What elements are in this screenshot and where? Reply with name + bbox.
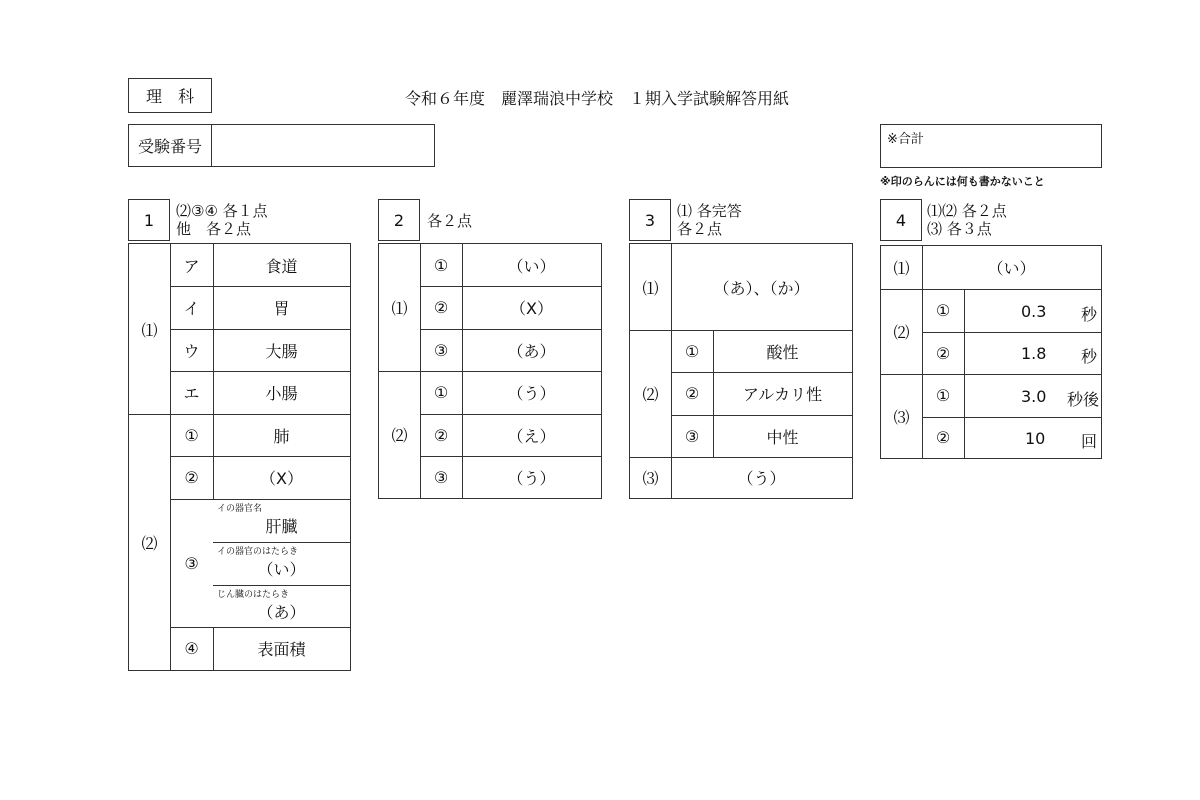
q2-p1-r3-answer[interactable]: （あ） [507,341,556,361]
q1-p1-key-e: エ [183,384,200,403]
q3-p2-label: ⑵ [642,385,659,404]
q2-p2-r2-answer[interactable]: （え） [507,426,556,446]
q3-p2-r2-answer[interactable]: アルカリ性 [742,385,823,404]
q3-p2-r1-key: ① [684,341,700,361]
q2-p1-r1-key: ① [433,255,449,275]
q2-p1-r1-answer[interactable]: （い） [507,256,556,276]
q2-p2-r2-key: ② [433,425,449,445]
q3-table [629,243,853,499]
q1-points [176,202,268,238]
q1-p2-r3-b-caption: イの器官のはたらき [217,547,299,557]
page-title: 令和６年度 麗澤瑞浪中学校 １期入学試験解答用紙 [405,89,790,108]
q4-p2-r1-unit: 秒 [1081,305,1098,324]
q4-p3-label: ⑶ [893,407,910,427]
q1-p2-r3-b-answer[interactable]: （い） [257,559,306,579]
total-label: ※合計 [887,132,924,147]
q1-p2-label: ⑵ [141,533,158,553]
q4-points-line2: ⑶ 各３点 [927,220,992,238]
q4-points-line1: ⑴⑵ 各２点 [927,202,1007,220]
q3-p1-label: ⑴ [642,278,659,298]
q1-p2-r3-a-answer[interactable]: 肝臓 [265,516,298,536]
exam-number-field[interactable] [212,125,434,166]
q4-p1-answer[interactable]: （い） [987,259,1036,278]
exam-number-box [128,124,435,167]
q3-p2-r1-answer[interactable]: 酸性 [766,342,799,362]
q3-p3-label: ⑶ [642,469,659,488]
q4-p2-label: ⑵ [893,323,910,342]
q1-p2-r2-answer[interactable]: （X） [260,469,303,488]
q1-p1-key-u: ウ [183,341,200,361]
q1-p1-key-i: イ [183,299,200,318]
q4-p3-r1-key: ① [935,386,951,405]
exam-number-label: 受験番号 [129,125,212,166]
q3-p2-r3-key: ③ [684,426,700,446]
q1-p2-r1-key: ① [184,425,199,445]
q3-number: 3 [644,210,656,230]
q3-points-line2: 各２点 [677,220,723,238]
q3-p1-answer[interactable]: （あ）、（か） [713,278,810,298]
q2-p2-r1-key: ① [433,383,449,402]
total-box[interactable] [880,124,1102,168]
q3-p2-r2-key: ② [684,384,700,403]
q3-points-line1: ⑴ 各完答 [677,202,742,220]
q2-number: 2 [393,210,405,230]
q1-p2-r3-c-answer[interactable]: （あ） [257,602,306,622]
q1-p2-r4-key: ④ [184,639,199,658]
q3-points [677,202,742,238]
note-text: ※印のらんには何も書かないこと [880,175,1045,188]
q3-number-box [629,199,671,241]
q2-table [378,243,602,499]
q1-p1-label: ⑴ [141,320,158,340]
q4-number-box [880,199,922,241]
q4-p3-r2-key: ② [935,428,951,447]
q4-p3-r2-value[interactable]: 10 [1025,429,1046,448]
q1-p1-key-a: ア [183,256,200,276]
q1-p2-r3-c-caption: じん臓のはたらき [217,590,290,600]
q2-p1-r2-key: ② [433,298,449,317]
q1-p1-answer-i[interactable]: 胃 [273,299,290,318]
q2-number-box [378,199,420,241]
q1-table [128,243,351,671]
q1-p2-r2-key: ② [184,468,199,487]
q4-number: 4 [895,210,907,230]
q2-p1-label: ⑴ [391,299,408,318]
q4-p3-r2-unit: 回 [1081,432,1098,451]
q1-p1-answer-e[interactable]: 小腸 [265,384,298,403]
q4-p1-label: ⑴ [893,259,910,278]
q2-p2-label: ⑵ [391,426,408,445]
q3-p2-r3-answer[interactable]: 中性 [766,427,799,447]
q1-p1-answer-a[interactable]: 食道 [265,256,298,276]
q1-number-box [128,199,170,241]
q1-points-line2: 他 各２点 [176,220,252,238]
q4-p2-r2-unit: 秒 [1081,347,1098,366]
q1-points-line1: ⑵③④ 各１点 [176,202,268,220]
q4-p3-r1-unit: 秒後 [1067,390,1100,409]
q1-number: 1 [143,210,155,230]
q1-p2-r1-answer[interactable]: 肺 [273,426,290,446]
q4-p2-r1-key: ① [935,301,951,320]
q1-p1-answer-u[interactable]: 大腸 [265,341,298,361]
q2-p1-r3-key: ③ [433,340,449,360]
q4-p3-r1-value[interactable]: 3.0 [1021,387,1047,406]
q4-p2-r2-key: ② [935,343,951,363]
q2-p2-r1-answer[interactable]: （う） [507,384,556,403]
q2-p2-r3-key: ③ [433,467,449,487]
q4-points [927,202,1007,238]
q1-p2-r4-answer[interactable]: 表面積 [257,640,306,659]
q2-p1-r2-answer[interactable]: （X） [510,299,553,318]
q4-table [880,245,1102,459]
q2-points: 各２点 [427,212,473,230]
q4-p2-r2-value[interactable]: 1.8 [1021,344,1047,363]
q2-p2-r3-answer[interactable]: （う） [507,468,556,488]
q1-p2-r3-a-caption: イの器官名 [217,504,263,514]
q4-p2-r1-value[interactable]: 0.3 [1021,302,1047,321]
q1-p2-r3-key: ③ [184,553,199,573]
subject-box [128,78,212,113]
subject-label: 理 科 [145,87,194,106]
q3-p3-answer[interactable]: （う） [737,469,786,488]
